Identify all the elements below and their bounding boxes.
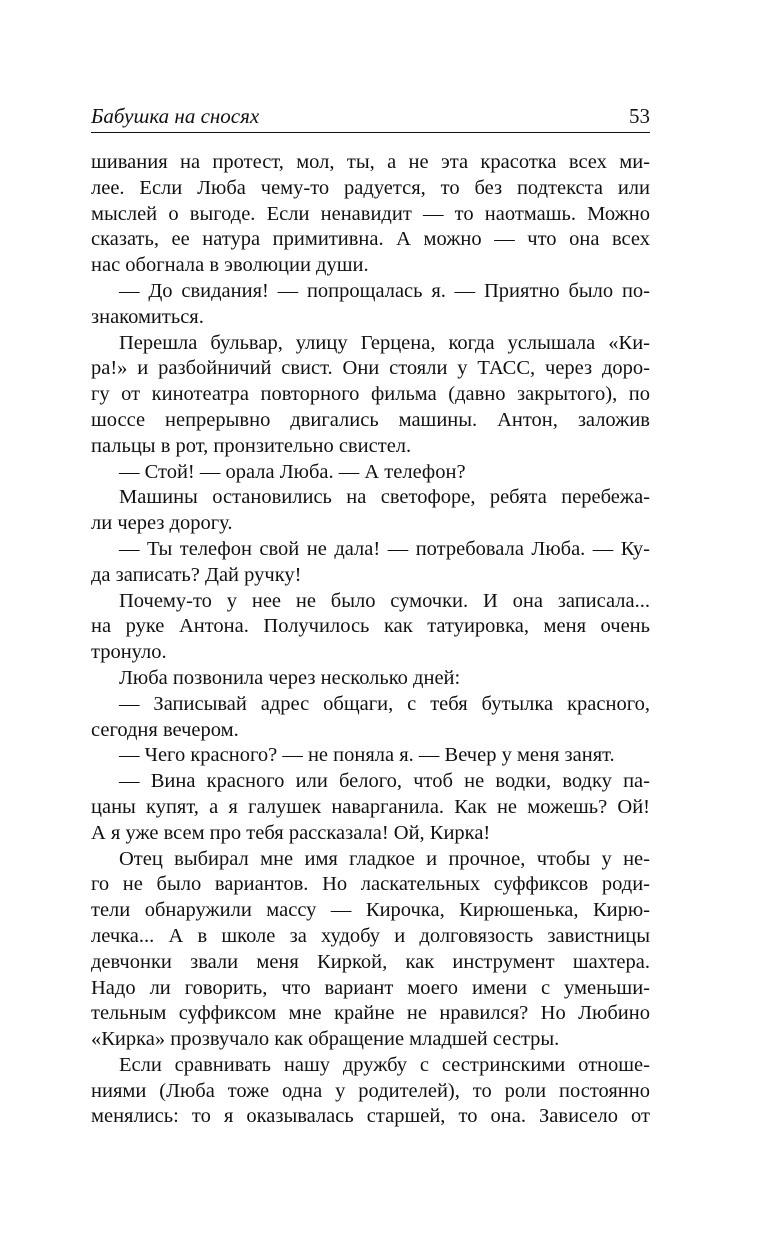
text-line: — Вина красного или белого, чтоб не водки, водку па-	[119, 770, 650, 793]
text-line: «Кирка» прозвучало как обращение младшей сестры.	[91, 1028, 560, 1051]
text-line: Люба позвонила через несколько дней:	[119, 666, 461, 689]
text-line: А я уже всем про тебя рассказала! Ой, Кирка!	[91, 821, 491, 844]
text-line: Отец выбирал мне имя гладкое и прочное, чтобы у не-	[119, 847, 650, 870]
text-line: да записать? Дай ручку!	[91, 563, 302, 586]
text-line: гу от кинотеатра повторного фильма (давно закрытого), по	[91, 383, 650, 406]
text-line: менялись: то я оказывалась старшей, то она. Зависело от	[91, 1105, 650, 1128]
text-line: го не было вариантов. Но ласкательных суффиксов роди-	[91, 873, 650, 896]
text-line: ниями (Люба тоже одна у родителей), то роли постоянно	[91, 1079, 650, 1102]
text-line: — Стой! — орала Люба. — А телефон?	[119, 460, 466, 483]
text-line: Если сравнивать нашу дружбу с сестринскими отноше-	[119, 1053, 650, 1076]
text-line: лечка... А в школе за худобу и долговязость завистницы	[91, 924, 650, 947]
text-line: девчонки звали меня Киркой, как инструмент шахтера.	[91, 950, 650, 973]
text-line: шивания на протест, мол, ты, а не эта красотка всех ми-	[91, 151, 650, 173]
text-line: Надо ли говорить, что вариант моего имени с уменьши-	[91, 976, 650, 999]
text-line: ра!» и разбойничий свист. Они стояли у ТАСС, через доро-	[91, 357, 650, 380]
text-line: пальцы в рот, пронзительно свистел.	[91, 434, 412, 457]
text-line: ли через дорогу.	[91, 512, 233, 535]
text-line: Перешла бульвар, улицу Герцена, когда услышала «Ки-	[119, 331, 650, 354]
running-title: Бабушка на сносях	[91, 104, 260, 128]
text-line: — Записывай адрес общаги, с тебя бутылка красного,	[119, 692, 650, 715]
text-line: на руке Антона. Получилось как татуировка, меня очень	[91, 615, 650, 638]
text-line: лее. Если Люба чему-то радуется, то без подтекста или	[91, 176, 650, 199]
body-text	[91, 150, 650, 1130]
text-line: цаны купят, а я галушек наварганила. Как не можешь? Ой!	[91, 795, 650, 818]
text-line: знакомиться.	[91, 305, 204, 328]
text-line: нас обогнала в эволюции души.	[91, 254, 369, 277]
text-line: Почему-то у нее не было сумочки. И она записала...	[119, 589, 650, 612]
text-line: тельным суффиксом мне крайне не нравился? Но Любино	[91, 1002, 650, 1025]
text-line: мыслей о выгоде. Если ненавидит — то наотмашь. Можно	[91, 202, 650, 225]
text-line: — Чего красного? — не поняла я. — Вечер у меня занят.	[119, 744, 615, 767]
text-line: тронуло.	[91, 641, 167, 664]
text-line: шоссе непрерывно двигались машины. Антон, заложив	[91, 408, 650, 431]
text-line: сегодня вечером.	[91, 718, 239, 741]
page-number: 53	[629, 104, 650, 128]
text-line: Машины остановились на светофоре, ребята перебежа-	[119, 486, 650, 509]
text-line: — До свидания! — попрощалась я. — Приятно было по-	[119, 279, 650, 302]
text-line: тели обнаружили массу — Кирочка, Кирюшенька, Кирю-	[91, 899, 650, 922]
running-header	[91, 102, 650, 133]
text-line: сказать, ее натура примитивна. А можно — что она всех	[91, 228, 650, 251]
text-line: — Ты телефон свой не дала! — потребовала Люба. — Ку-	[119, 537, 650, 560]
